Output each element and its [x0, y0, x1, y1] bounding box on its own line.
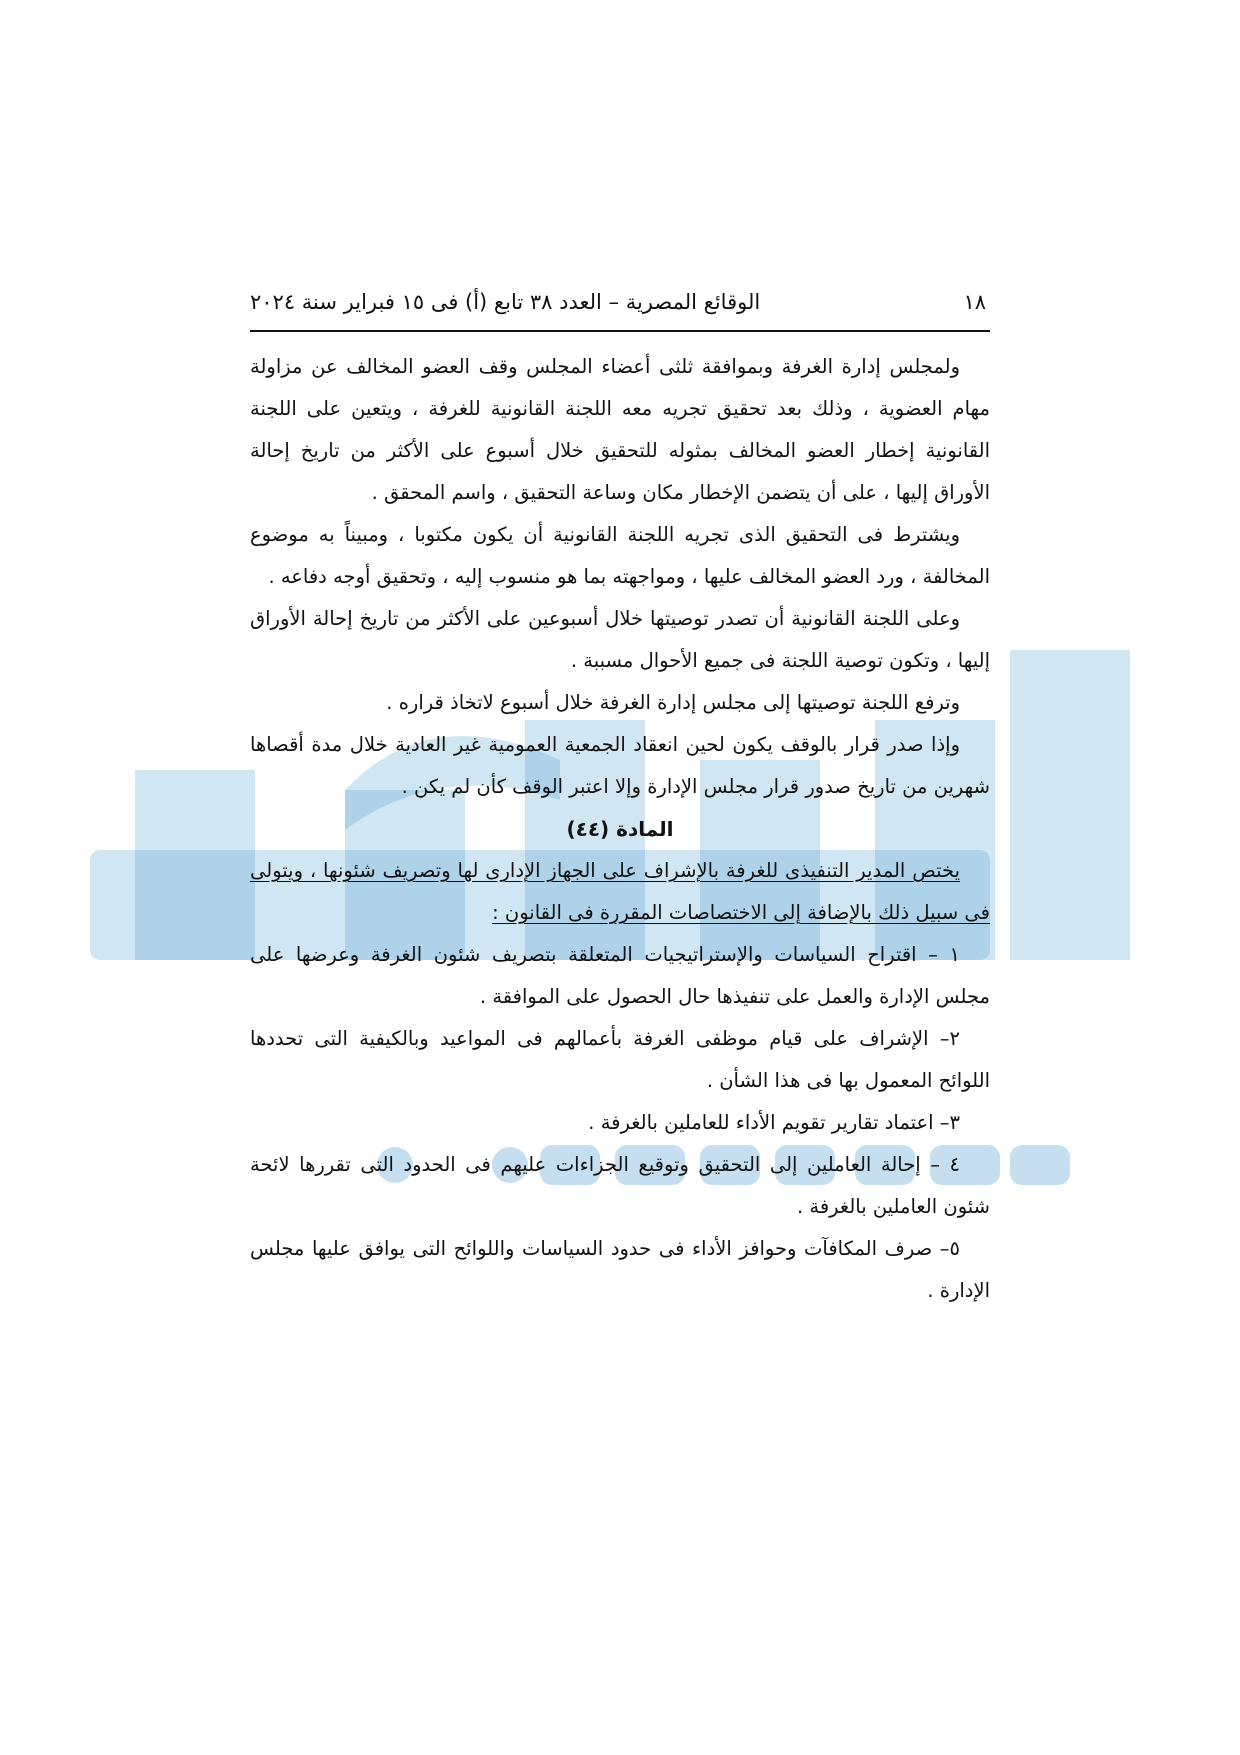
paragraph: ويشترط فى التحقيق الذى تجريه اللجنة القانونية أن يكون مكتوبا ، ومبيناً به موضوع المخالفة ، ورد العضو المخالف عليها ، ومواجهته بما هو منسوب إليه ، وتحقيق أوجه دفاعه .: [250, 523, 990, 588]
list-item: ٢– الإشراف على قيام موظفى الغرفة بأعمالهم فى المواعيد وبالكيفية التى تحددها اللوائح المعمول بها فى هذا الشأن .: [250, 1027, 990, 1092]
paragraph: وعلى اللجنة القانونية أن تصدر توصيتها خلال أسبوعين على الأكثر من تاريخ إحالة الأوراق إليها ، وتكون توصية اللجنة فى جميع الأحوال مسببة .: [250, 607, 990, 672]
article-intro-text: يختص المدير التنفيذى للغرفة بالإشراف على الجهاز الإدارى لها وتصريف شئونها ، ويتولى فى سبيل ذلك بالإضافة إلى الاختصاصات المقررة فى القانون :: [250, 859, 990, 924]
list-item: ٥– صرف المكافآت وحوافز الأداء فى حدود السياسات واللوائح التى يوافق عليها مجلس الإدارة .: [250, 1237, 990, 1302]
document-page: [250, 280, 990, 1312]
page-number: ١٨: [963, 290, 986, 314]
paragraph: وترفع اللجنة توصيتها إلى مجلس إدارة الغرفة خلال أسبوع لاتخاذ قراره .: [386, 691, 960, 714]
list-item: ٤ – إحالة العاملين إلى التحقيق وتوقيع الجزاءات عليهم فى الحدود التى تقررها لائحة شئون العاملين بالغرفة .: [250, 1153, 990, 1218]
article-title: المادة (٤٤): [566, 817, 674, 841]
paragraph: وإذا صدر قرار بالوقف يكون لحين انعقاد الجمعية العمومية غير العادية خلال مدة أقصاها شهرين من تاريخ صدور قرار مجلس الإدارة وإلا اعتبر الوقف كأن لم يكن .: [250, 733, 990, 798]
paragraph: ولمجلس إدارة الغرفة وبموافقة ثلثى أعضاء المجلس وقف العضو المخالف عن مزاولة مهام العضوية ، وذلك بعد تحقيق تجريه معه اللجنة القانونية للغرفة ، ويتعين على اللجنة القانونية إخطار العضو المخالف بمثوله للتحقيق خلال أسبوع على الأكثر من تاريخ إحالة الأوراق إليها ، على أن يتضمن الإخطار مكان وساعة التحقيق ، واسم المحقق .: [250, 355, 990, 504]
page-header: [250, 280, 990, 332]
body-text: [250, 346, 990, 1312]
publication-title: الوقائع المصرية – العدد ٣٨ تابع (أ) فى ١٥ فبراير سنة ٢٠٢٤: [250, 290, 761, 314]
article-intro: [250, 850, 990, 934]
list-item: ١ – اقتراح السياسات والإستراتيجيات المتعلقة بتصريف شئون الغرفة وعرضها على مجلس الإدارة والعمل على تنفيذها حال الحصول على الموافقة .: [250, 943, 990, 1008]
list-item: ٣– اعتماد تقارير تقويم الأداء للعاملين بالغرفة .: [588, 1111, 960, 1134]
